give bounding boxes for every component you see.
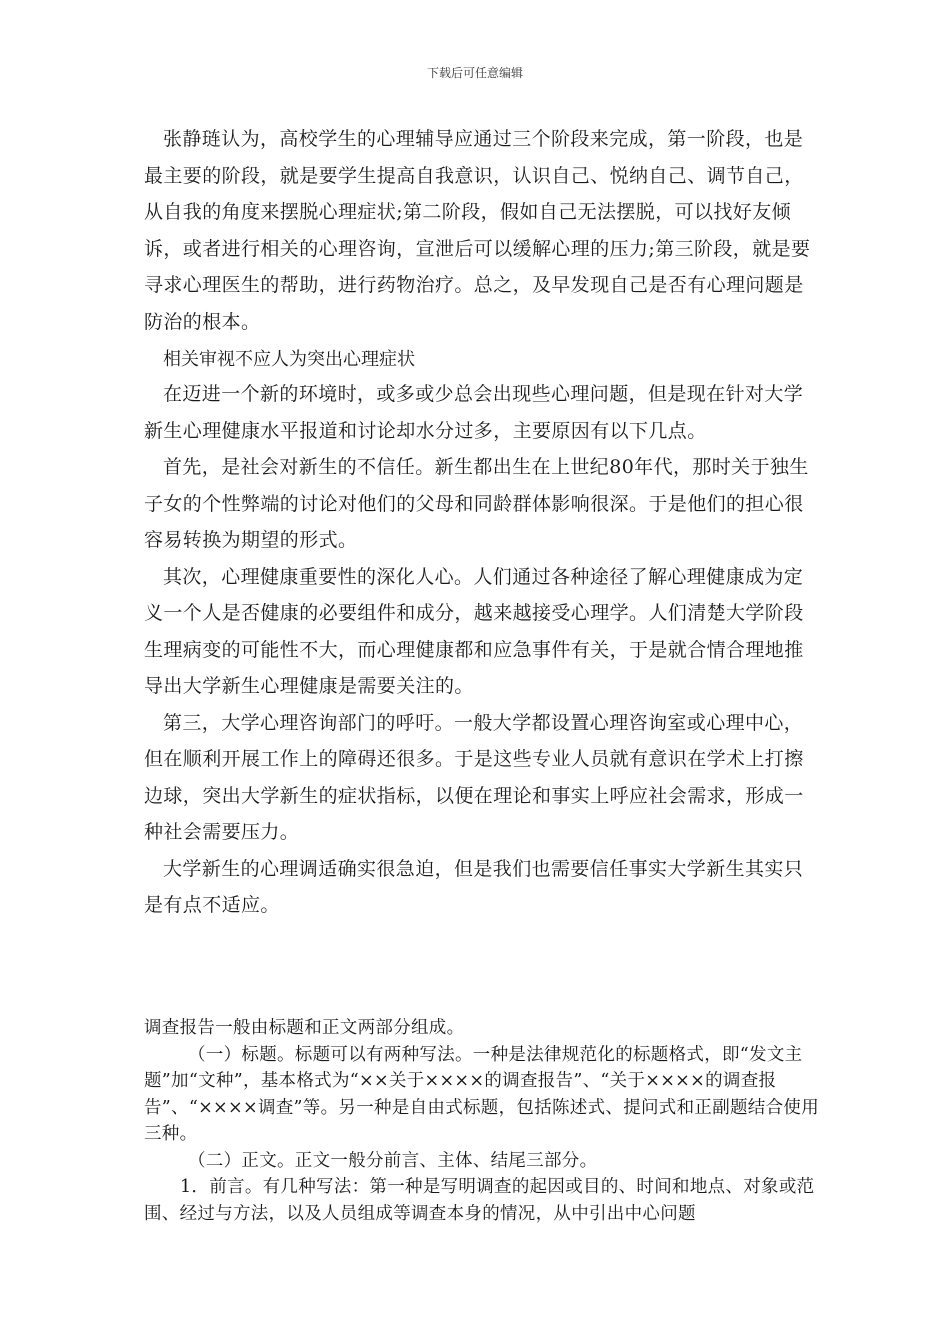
- body-paragraph: 在迈进一个新的环境时，或多或少总会出现些心理问题，但是现在针对大学新生心理健康水平报道和讨论却水分过多，主要原因有以下几点。: [144, 383, 804, 442]
- report-body-section: （二）正文。正文一般分前言、主体、结尾三部分。: [188, 1150, 598, 1171]
- body-paragraph: 其次，心理健康重要性的深化人心。人们通过各种途径了解心理健康成为定义一个人是否健康的必要组件和成分，越来越接受心理学。人们清楚大学阶段生理病变的可能性不大，而心理健康都和应急事件有关，于是就合情合理地推导出大学新生心理健康是需要关注的。: [144, 565, 804, 697]
- report-preface: 1．前言。有几种写法：第一种是写明调查的起因或目的、时间和地点、对象或范围、经过与方法，以及人员组成等调查本身的情况，从中引出中心问题: [144, 1177, 815, 1224]
- report-guide-section: [144, 1015, 820, 1227]
- report-title-section: （一）标题。标题可以有两种写法。一种是法律规范化的标题格式，即“发文主题”加“文种”，基本格式为“××关于××××的调查报告”、“关于××××的调查报告”、“××××调查”等。另一种是自由式标题，包括陈述式、提问式和正副题结合使用三种。: [144, 1044, 819, 1144]
- page-header-note: 下载后可任意编辑: [426, 66, 523, 80]
- body-paragraph: 张静琏认为，高校学生的心理辅导应通过三个阶段来完成，第一阶段，也是最主要的阶段，就是要学生提高自我意识，认识自己、悦纳自己、调节自己，从自我的角度来摆脱心理症状;第二阶段，假如自己无法摆脱，可以找好友倾诉，或者进行相关的心理咨询，宣泄后可以缓解心理的压力;第三阶段，就是要寻求心理医生的帮助，进行药物治疗。总之，及早发现自己是否有心理问题是防治的根本。: [144, 128, 811, 333]
- report-intro: 调查报告一般由标题和正文两部分组成。: [144, 1018, 465, 1038]
- article-body: [144, 121, 820, 924]
- body-paragraph: 大学新生的心理调适确实很急迫，但是我们也需要信任事实大学新生其实只是有点不适应。: [144, 857, 804, 916]
- body-paragraph: 首先，是社会对新生的不信任。新生都出生在上世纪80年代，那时关于独生子女的个性弊端的讨论对他们的父母和同龄群体影响很深。于是他们的担心很容易转换为期望的形式。: [144, 456, 809, 551]
- body-paragraph: 第三，大学心理咨询部门的呼吁。一般大学都设置心理咨询室或心理中心，但在顺利开展工作上的障碍还很多。于是这些专业人员就有意识在学术上打擦边球，突出大学新生的症状指标，以便在理论和事实上呼应社会需求，形成一种社会需要压力。: [144, 711, 804, 843]
- section-heading: 相关审视不应人为突出心理症状: [163, 349, 415, 370]
